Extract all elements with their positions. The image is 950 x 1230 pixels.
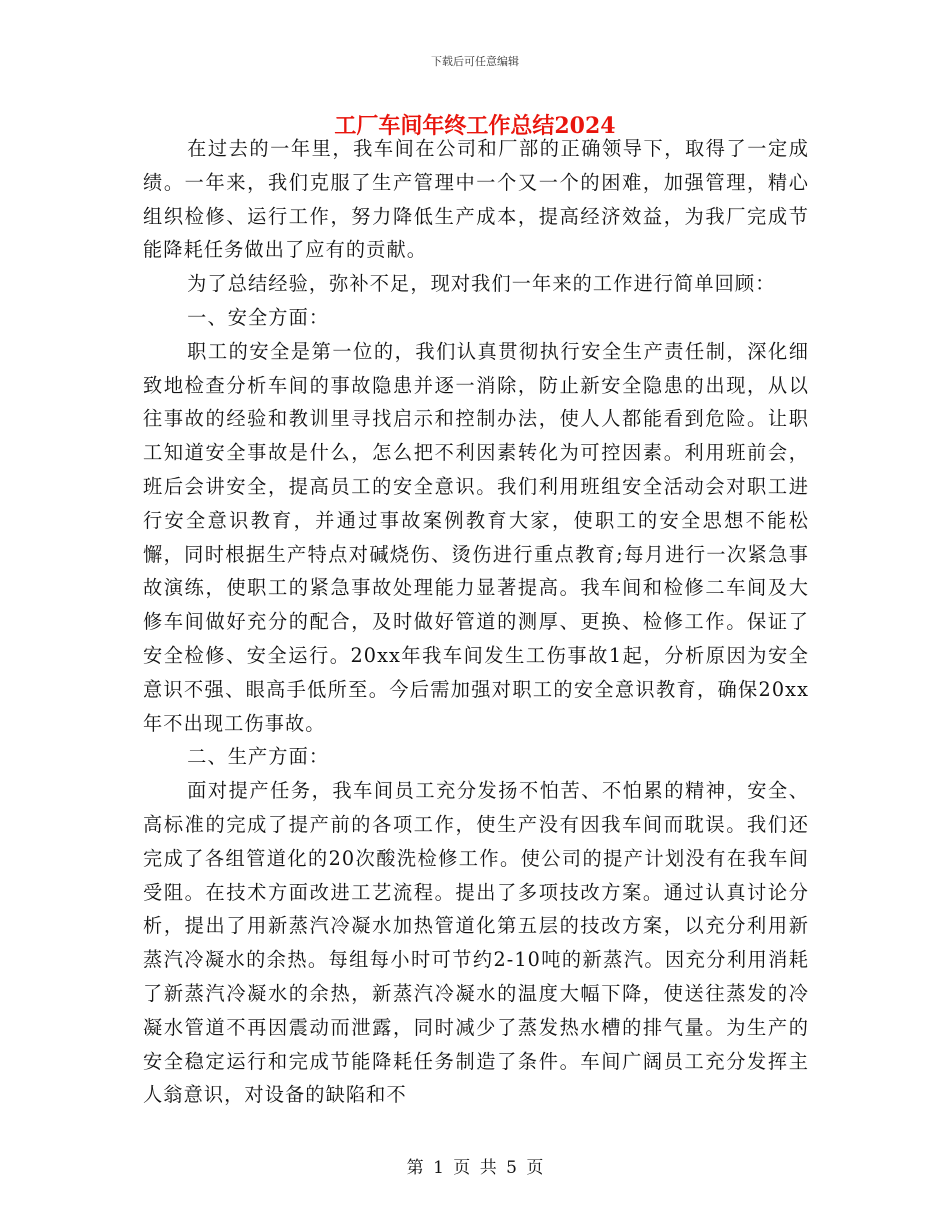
paragraph-review: 为了总结经验，弥补不足，现对我们一年来的工作进行简单回顾：	[187, 272, 776, 296]
paragraph-production: 面对提产任务，我车间员工充分发扬不怕苦、不怕累的精神，安全、高标准的完成了提产前的各项工作，使生产没有因我车间而耽误。我们还完成了各组管道化的20次酸洗检修工作。使公司的提产计划没有在我车间受阻。在技术方面改进工艺流程。提出了多项技改方案。通过认真讨论分析，提出了用新蒸汽冷凝水加热管道化第五层的技改方案，以充分利用新蒸汽冷凝水的余热。每组每小时可节约2-10吨的新蒸汽。因充分利用消耗了新蒸汽冷凝水的余热，新蒸汽冷凝水的温度大幅下降，使送往蒸发的冷凝水管道不再因震动而泄露，同时减少了蒸发热水槽的排气量。为生产的安全稳定运行和完成节能降耗任务制造了条件。车间广阔员工充分发挥主人翁意识，对设备的缺陷和不	[143, 779, 809, 1107]
document-title: 工厂车间年终工作总结2024	[334, 113, 616, 139]
page-number-footer: 第 1 页 共 5 页	[406, 1158, 544, 1178]
section-heading-safety: 一、安全方面：	[187, 305, 330, 329]
section-heading-production: 二、生产方面：	[187, 745, 330, 769]
paragraph-safety: 职工的安全是第一位的，我们认真贯彻执行安全生产责任制，深化细致地检查分析车间的事故隐患并逐一消除，防止新安全隐患的出现，从以往事故的经验和教训里寻找启示和控制办法，使人人都能看到危险。让职工知道安全事故是什么，怎么把不利因素转化为可控因素。利用班前会，班后会讲安全，提高员工的安全意识。我们利用班组安全活动会对职工进行安全意识教育，并通过事故案例教育大家，使职工的安全思想不能松懈，同时根据生产特点对碱烧伤、烫伤进行重点教育;每月进行一次紧急事故演练，使职工的紧急事故处理能力显著提高。我车间和检修二车间及大修车间做好充分的配合，及时做好管道的测厚、更换、检修工作。保证了安全检修、安全运行。20xx年我车间发生工伤事故1起，分析原因为安全意识不强、眼高手低所至。今后需加强对职工的安全意识教育，确保20xx年不出现工伤事故。	[143, 339, 809, 735]
paragraph-intro: 在过去的一年里，我车间在公司和厂部的正确领导下，取得了一定成绩。一年来，我们克服了生产管理中一个又一个的困难，加强管理，精心组织检修、运行工作，努力降低生产成本，提高经济效益，为我厂完成节能降耗任务做出了应有的贡献。	[143, 137, 809, 262]
page-header-note: 下载后可任意编辑	[431, 55, 519, 68]
document-body	[143, 132, 809, 1112]
